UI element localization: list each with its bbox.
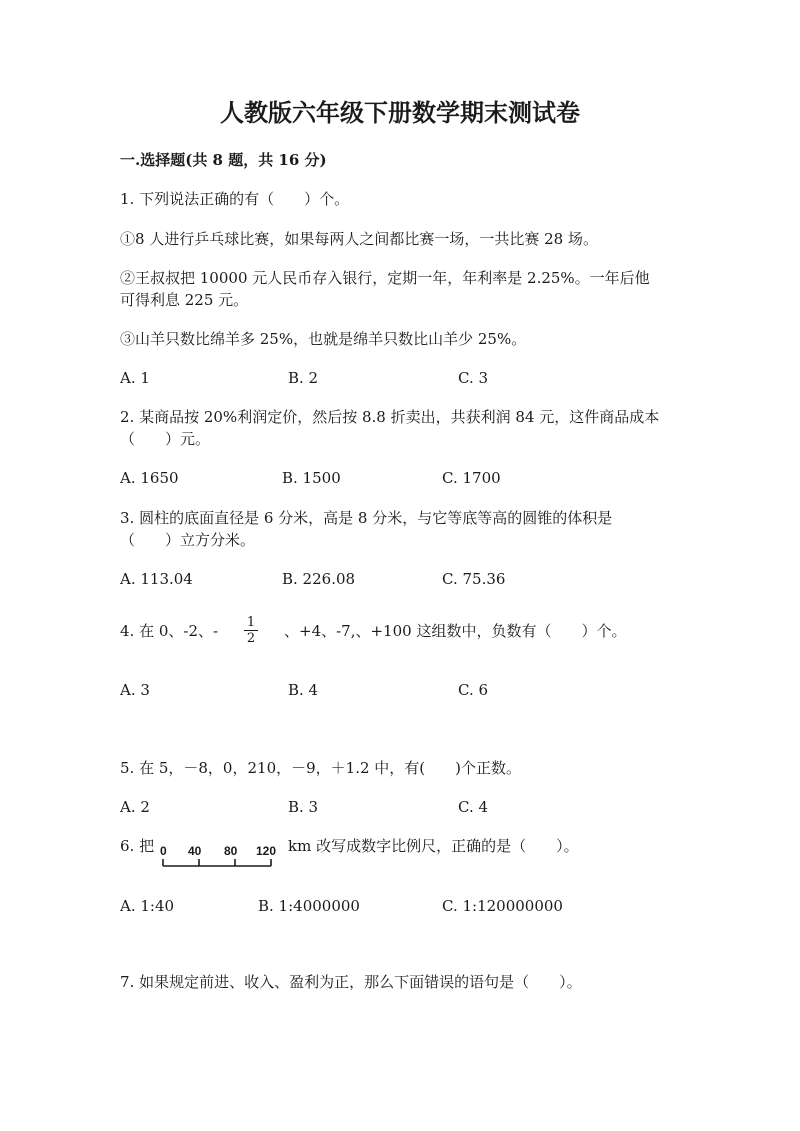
q2-option-c: C. 1700 — [442, 469, 501, 487]
scale-label-0: 0 — [160, 844, 167, 858]
scale-label-80: 80 — [224, 844, 238, 858]
q2-stem-line2: （ ）元。 — [120, 430, 211, 448]
q1-statement-2-line2: 可得利息 225 元。 — [120, 291, 249, 309]
q1-statement-3: ③山羊只数比绵羊多 25%，也就是绵羊只数比山羊少 25%。 — [120, 330, 527, 348]
q2-option-a: A. 1650 — [120, 469, 179, 487]
q1-statement-1: ①8 人进行乒乓球比赛，如果每两人之间都比赛一场，一共比赛 28 场。 — [120, 230, 598, 248]
q1-option-c: C. 3 — [458, 369, 489, 387]
q2-option-b: B. 1500 — [282, 469, 341, 487]
q3-option-c: C. 75.36 — [442, 570, 506, 588]
one-half-fraction — [244, 615, 258, 646]
q5-option-b: B. 3 — [288, 798, 319, 816]
scale-label-40: 40 — [188, 844, 202, 858]
q4-option-b: B. 4 — [288, 681, 319, 699]
fraction-denominator: 2 — [246, 631, 256, 646]
fraction-numerator: 1 — [244, 615, 258, 631]
q4-option-c: C. 6 — [458, 681, 489, 699]
q6-option-a: A. 1:40 — [120, 897, 175, 915]
q1-statement-2-line1: ②王叔叔把 10000 元人民币存入银行，定期一年，年利率是 2.25%。一年后他 — [120, 269, 650, 287]
q5-stem: 5. 在 5，－8，0，210，－9，＋1.2 中，有( )个正数。 — [120, 759, 521, 777]
q5-option-a: A. 2 — [120, 798, 150, 816]
q4-stem-suffix: 、+4、-7,、+100 这组数中，负数有（ ）个。 — [284, 622, 627, 640]
q1-stem: 1. 下列说法正确的有（ ）个。 — [120, 190, 350, 208]
section-heading: 一.选择题(共 8 题，共 16 分) — [120, 151, 327, 169]
q6-stem-suffix: km 改写成数字比例尺，正确的是（ ）。 — [288, 837, 579, 855]
scale-bar — [163, 859, 271, 866]
q1-option-a: A. 1 — [120, 369, 150, 387]
q4-stem-prefix: 4. 在 0、-2、- — [120, 622, 219, 640]
line-scale-ruler — [158, 842, 284, 872]
q3-stem-line2: （ ）立方分米。 — [120, 531, 256, 549]
q7-stem: 7. 如果规定前进、收入、盈利为正，那么下面错误的语句是（ ）。 — [120, 973, 582, 991]
q6-option-c: C. 1:120000000 — [442, 897, 563, 915]
q2-stem-line1: 2. 某商品按 20%利润定价，然后按 8.8 折卖出，共获利润 84 元，这件商品成本 — [120, 408, 660, 426]
q3-stem-line1: 3. 圆柱的底面直径是 6 分米，高是 8 分米，与它等底等高的圆锥的体积是 — [120, 509, 613, 527]
q1-option-b: B. 2 — [288, 369, 319, 387]
q3-option-b: B. 226.08 — [282, 570, 356, 588]
q6-option-b: B. 1:4000000 — [258, 897, 360, 915]
page-title: 人教版六年级下册数学期末测试卷 — [220, 98, 580, 127]
q5-option-c: C. 4 — [458, 798, 489, 816]
q4-option-a: A. 3 — [120, 681, 150, 699]
scale-label-120: 120 — [256, 844, 277, 858]
q3-option-a: A. 113.04 — [120, 570, 193, 588]
q6-stem-prefix: 6. 把 — [120, 837, 155, 855]
